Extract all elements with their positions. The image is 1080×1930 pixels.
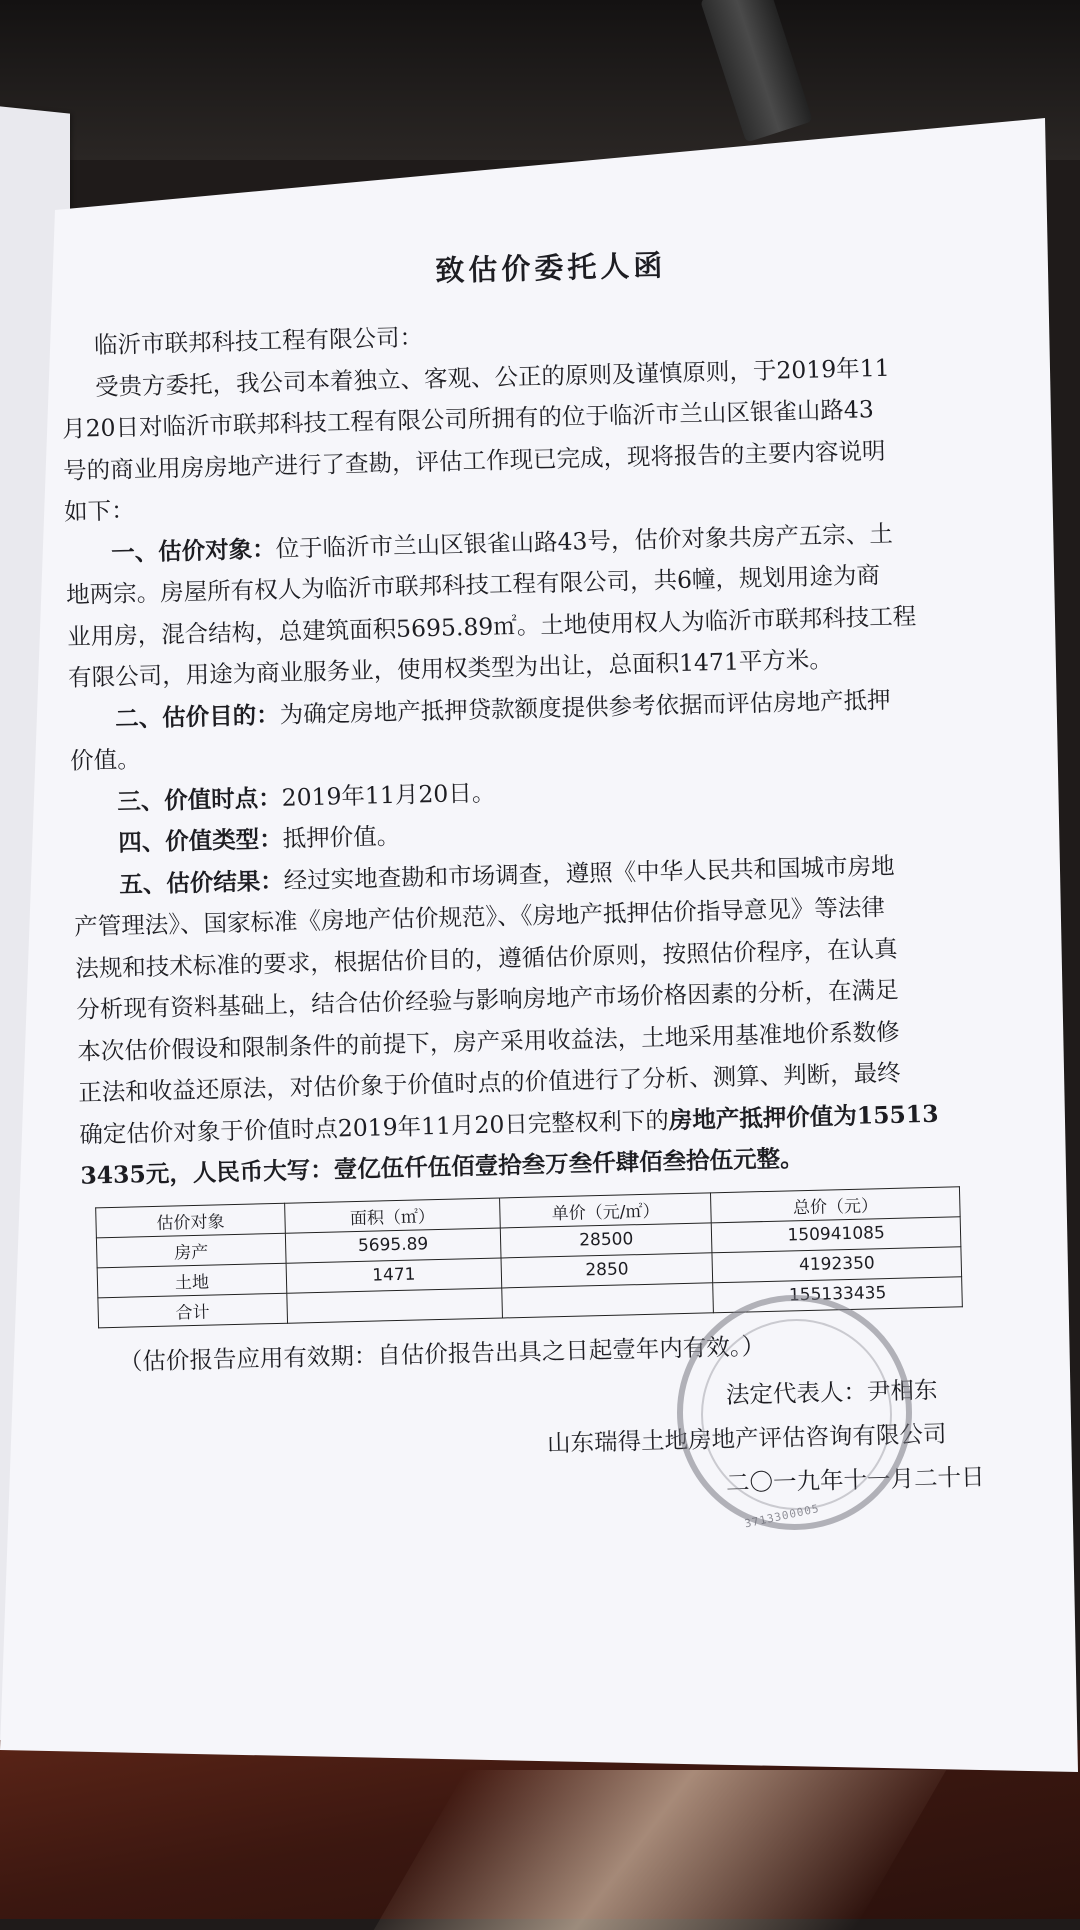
table-cell: 土地 (97, 1263, 287, 1298)
section-3-text: 2019年11月20日。 (281, 777, 496, 812)
section-1-text: 位于临沂市兰山区银雀山路43号，估价对象共房产五宗、土 (275, 519, 894, 563)
table-cell (502, 1282, 714, 1317)
result-text: 确定估价对象于价值时点2019年11月20日完整权利下的 (79, 1105, 670, 1149)
section-4-text: 抵押价值。 (282, 821, 401, 853)
body-line: 有限公司，用途为商业服务业，使用权类型为出让，总面积1471平方米。 (67, 645, 834, 692)
body-line: 月20日对临沂市联邦科技工程有限公司所拥有的位于临沂市兰山区银雀山路43 (61, 395, 875, 443)
table-cell: 150941085 (711, 1216, 960, 1252)
section-5-heading: 五、估价结果： (118, 866, 285, 899)
section-1-heading: 一、估价对象： (110, 534, 276, 567)
table-glare (374, 1770, 946, 1930)
result-final-line: 3435元，人民币大写：壹亿伍仟伍佰壹拾叁万叁仟肆佰叁拾伍元整。 (80, 1144, 804, 1190)
company-name: 山东瑞得土地房地产评估咨询有限公司 (546, 1419, 947, 1457)
table-cell: 合计 (98, 1293, 288, 1328)
body-line: 号的商业用房房地产进行了查勘，评估工作现已完成，现将报告的主要内容说明 (62, 436, 886, 485)
recipient-line: 临沂市联邦科技工程有限公司： (93, 323, 424, 360)
letter-content (58, 236, 1073, 1518)
section-2-heading: 二、估价目的： (114, 700, 281, 733)
signature-date: 二〇一九年十一月二十日 (725, 1462, 985, 1497)
body-line: 本次估价假设和限制条件的前提下，房产采用收益法，土地采用基准地价系数修 (76, 1017, 900, 1066)
body-line: 正法和收益还原法，对估价象于价值时点的价值进行了分析、测算、判断，最终 (78, 1058, 901, 1107)
section-2-text: 为确定房地产抵押贷款额度提供参考依据而评估房地产抵押 (279, 685, 891, 729)
table-cell: 1471 (286, 1257, 502, 1292)
table-header-cell: 面积（㎡） (284, 1197, 500, 1232)
body-line: 如下： (63, 496, 135, 526)
section-3-heading: 三、价值时点： (116, 783, 283, 816)
result-value-text: 房地产抵押价值为15513 (668, 1099, 939, 1134)
table-header-cell: 单价（元/㎡） (500, 1192, 712, 1227)
body-line: 价值。 (69, 745, 142, 775)
body-line: 受贵方委托，我公司本着独立、客观、公正的原则及谨慎原则，于2019年11 (94, 353, 890, 401)
body-line: 法规和技术标准的要求，根据估价目的，遵循估价原则，按照估价程序，在认真 (74, 934, 898, 983)
body-line: 地两宗。房屋所有权人为临沂市联邦科技工程有限公司，共6幢，规划用途为商 (65, 561, 881, 609)
table-cell: 房产 (96, 1233, 286, 1268)
legal-representative: 法定代表人：尹相东 (725, 1375, 938, 1409)
section-4-heading: 四、价值类型： (117, 824, 284, 857)
table-header-cell: 估价对象 (96, 1203, 286, 1238)
table-cell (287, 1287, 503, 1322)
table-cell: 5695.89 (285, 1227, 501, 1262)
letter-title: 致估价委托人函 (434, 248, 667, 288)
table-header-cell: 总价（元） (711, 1186, 960, 1222)
body-line: 分析现有资料基础上，结合估价经验与影响房地产市场价格因素的分析，在满足 (75, 975, 899, 1024)
table-cell: 155133435 (713, 1276, 962, 1312)
seal-inner-ring (701, 1319, 892, 1510)
validity-note: （估价报告应用有效期：自估价报告出具之日起壹年内有效。） (118, 1331, 766, 1376)
table-cell: 28500 (500, 1222, 712, 1257)
body-line: 业用房，混合结构，总建筑面积5695.89㎡。土地使用权人为临沂市联邦科技工程 (66, 601, 917, 651)
seal-number: 3713300005 (743, 1501, 821, 1531)
company-seal (677, 1295, 912, 1530)
section-5-text: 经过实地查勘和市场调查，遵照《中华人民共和国城市房地 (283, 851, 895, 895)
table-cell: 2850 (501, 1252, 713, 1287)
table-cell: 4192350 (712, 1246, 961, 1282)
body-line: 产管理法》、国家标准《房地产估价规范》、《房地产抵押估价指导意见》等法律 (73, 892, 886, 941)
